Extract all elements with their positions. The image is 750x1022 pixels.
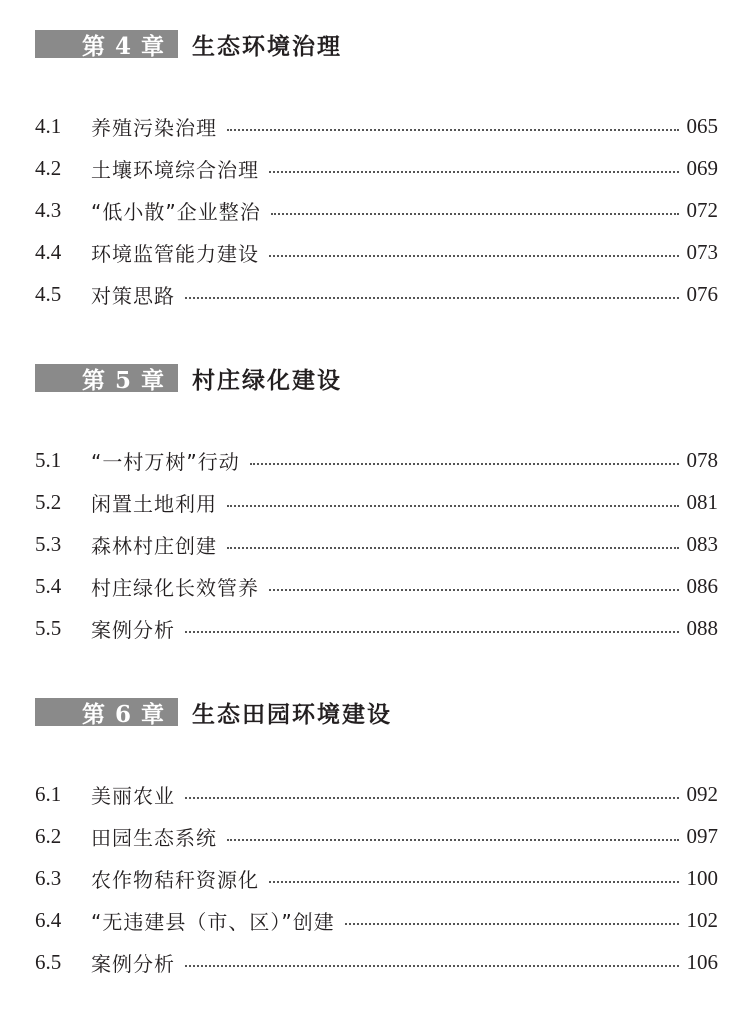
dot-leader [269, 255, 679, 257]
toc-entry[interactable] [35, 153, 718, 183]
section-number: 5.5 [35, 615, 62, 640]
section-title: 环境监管能力建设 [91, 241, 259, 266]
toc-entry[interactable] [35, 905, 718, 935]
section-number: 6.2 [35, 823, 62, 848]
section-title: 土壤环境综合治理 [91, 157, 259, 182]
dot-leader [185, 297, 679, 299]
page-number: 081 [686, 489, 718, 514]
chapter-header [35, 364, 342, 392]
section-number: 4.1 [35, 113, 62, 138]
chapter-header [35, 698, 392, 726]
toc-entry[interactable] [35, 529, 718, 559]
dot-leader [227, 547, 679, 549]
dot-leader [345, 923, 679, 925]
toc-entry[interactable] [35, 445, 718, 475]
dot-leader [269, 171, 679, 173]
chapter-header [35, 30, 342, 58]
toc-entry[interactable] [35, 863, 718, 893]
page-number: 073 [686, 239, 718, 264]
section-number: 4.4 [35, 239, 62, 264]
toc-entry[interactable] [35, 195, 718, 225]
toc-entry[interactable] [35, 613, 718, 643]
dot-leader [185, 631, 679, 633]
section-title: 案例分析 [91, 617, 175, 642]
section-title: “无违建县（市、区）”创建 [91, 909, 335, 934]
dot-leader [227, 839, 679, 841]
dot-leader [250, 463, 679, 465]
section-number: 5.2 [35, 489, 62, 514]
section-number: 6.1 [35, 781, 62, 806]
toc-entry[interactable] [35, 487, 718, 517]
page-number: 088 [686, 615, 718, 640]
page-number: 092 [686, 781, 718, 806]
toc-entry[interactable] [35, 821, 718, 851]
section-number: 5.4 [35, 573, 62, 598]
section-number: 4.5 [35, 281, 62, 306]
section-number: 6.5 [35, 949, 62, 974]
dot-leader [185, 965, 679, 967]
dot-leader [269, 589, 679, 591]
section-title: “一村万树”行动 [91, 449, 240, 474]
page-number: 065 [686, 113, 718, 138]
chapter-title: 生态田园环境建设 [192, 701, 392, 728]
section-title: 闲置土地利用 [91, 491, 217, 516]
dot-leader [271, 213, 679, 215]
toc-entry[interactable] [35, 237, 718, 267]
page-number: 102 [686, 907, 718, 932]
page-number: 072 [686, 197, 718, 222]
chapter-badge: 第 6 章 [35, 698, 178, 726]
chapter-badge: 第 5 章 [35, 364, 178, 392]
page-number: 086 [686, 573, 718, 598]
page-number: 069 [686, 155, 718, 180]
dot-leader [227, 505, 679, 507]
section-number: 4.2 [35, 155, 62, 180]
page-number: 106 [686, 949, 718, 974]
section-number: 4.3 [35, 197, 62, 222]
section-title: 田园生态系统 [91, 825, 217, 850]
page-number: 078 [686, 447, 718, 472]
section-title: 村庄绿化长效管养 [91, 575, 259, 600]
section-title: “低小散”企业整治 [91, 199, 261, 224]
toc-entry[interactable] [35, 279, 718, 309]
section-number: 6.4 [35, 907, 62, 932]
chapter-title: 村庄绿化建设 [192, 367, 342, 394]
section-number: 6.3 [35, 865, 62, 890]
dot-leader [269, 881, 679, 883]
section-number: 5.1 [35, 447, 62, 472]
chapter-title: 生态环境治理 [192, 33, 342, 60]
dot-leader [185, 797, 679, 799]
page-number: 097 [686, 823, 718, 848]
page-number: 083 [686, 531, 718, 556]
toc-entry[interactable] [35, 111, 718, 141]
section-number: 5.3 [35, 531, 62, 556]
section-title: 美丽农业 [91, 783, 175, 808]
section-title: 养殖污染治理 [91, 115, 217, 140]
toc-entry[interactable] [35, 779, 718, 809]
section-title: 森林村庄创建 [91, 533, 217, 558]
section-title: 农作物秸秆资源化 [91, 867, 259, 892]
dot-leader [227, 129, 679, 131]
page-number: 100 [686, 865, 718, 890]
toc-entry[interactable] [35, 571, 718, 601]
toc-entry[interactable] [35, 947, 718, 977]
section-title: 对策思路 [91, 283, 175, 308]
chapter-badge: 第 4 章 [35, 30, 178, 58]
section-title: 案例分析 [91, 951, 175, 976]
page-number: 076 [686, 281, 718, 306]
